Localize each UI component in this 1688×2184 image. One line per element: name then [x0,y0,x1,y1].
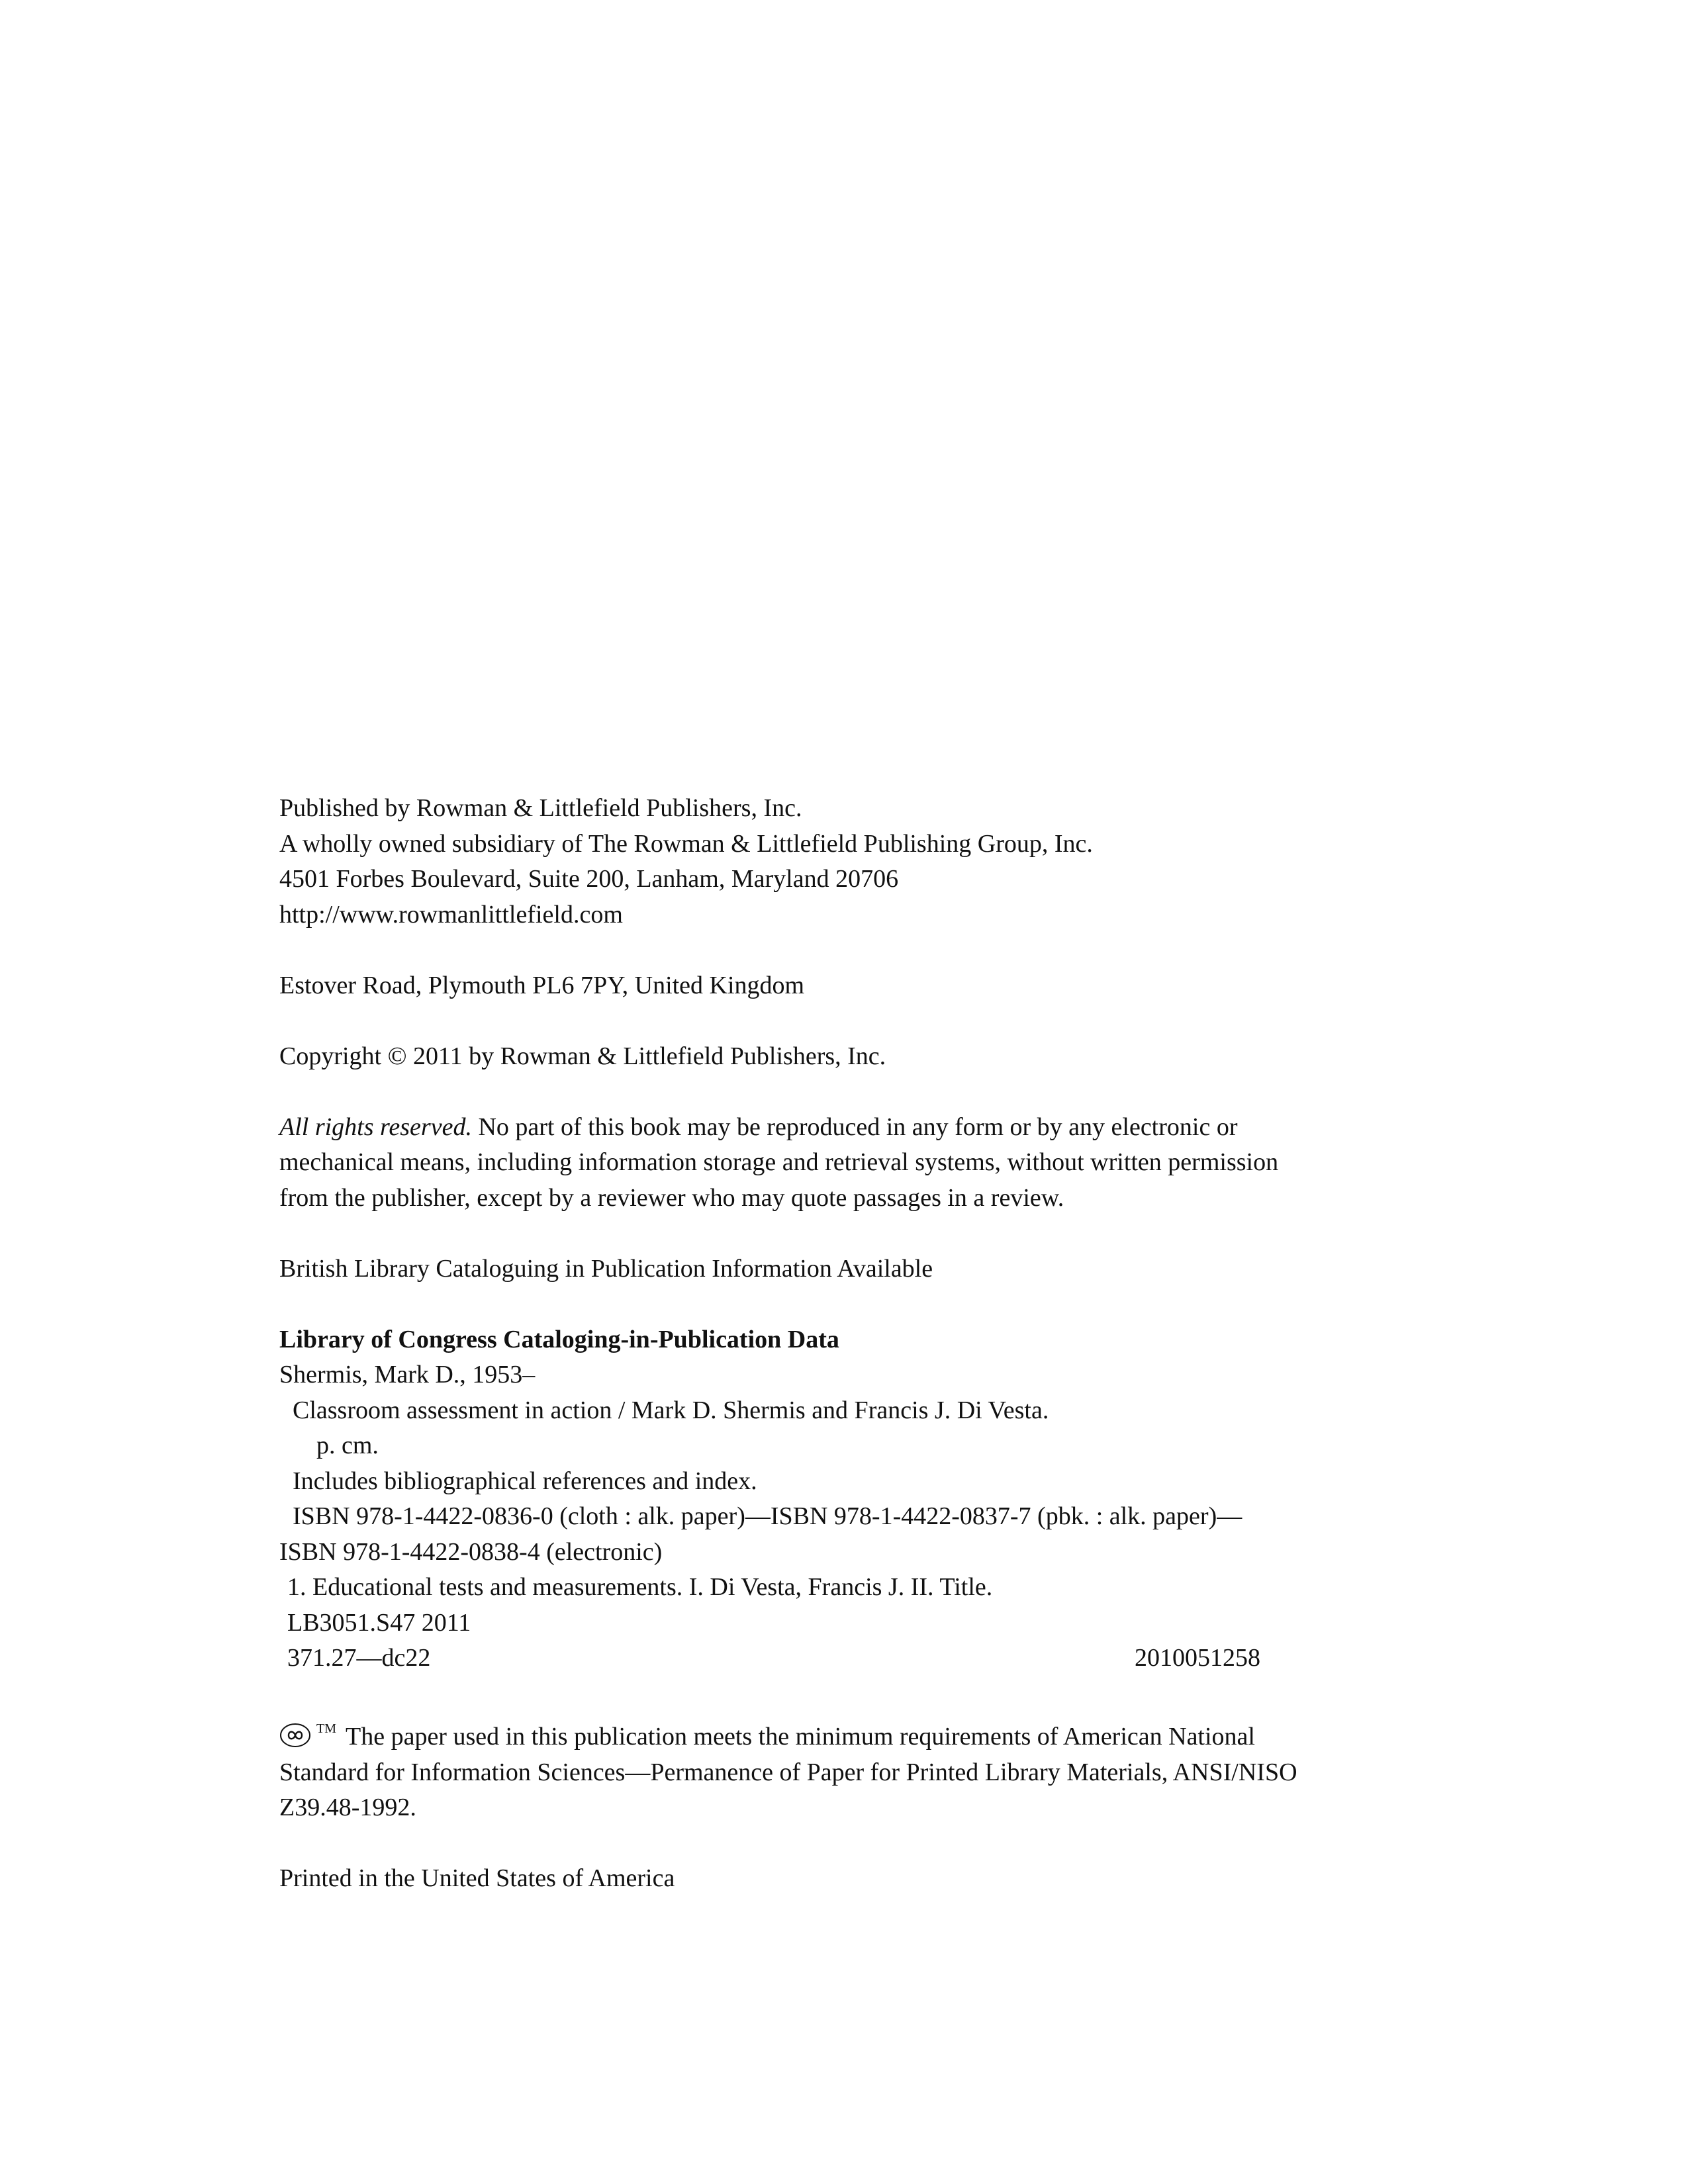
rights-line-3: from the publisher, except by a reviewer who may quote passages in a review. [279,1183,1064,1212]
spacer [279,1826,1365,1862]
publisher-address: 4501 Forbes Boulevard, Suite 200, Lanham, Maryland 20706 [279,865,899,893]
cip-dewey: 371.27—dc22 [287,1644,431,1672]
spacer [279,1676,1365,1712]
british-library-line: British Library Cataloguing in Publication Information Available [279,1254,933,1283]
copyright-text-block [279,791,1365,1897]
rights-reserved-lead: All rights reserved. [279,1113,472,1141]
published-by: Published by Rowman & Littlefield Publishers, Inc. [279,794,802,822]
spacer [279,1216,1365,1251]
spacer [279,1074,1365,1110]
trademark-mark: TM [316,1721,336,1736]
cip-heading: Library of Congress Cataloging-in-Publication Data [279,1325,839,1353]
cip-author: Shermis, Mark D., 1953– [279,1361,536,1388]
cip-title: Classroom assessment in action / Mark D. Shermis and Francis J. Di Vesta. [293,1396,1049,1424]
uk-address: Estover Road, Plymouth PL6 7PY, United Kingdom [279,971,805,999]
paper-notice-line-3: Z39.48-1992. [279,1794,416,1821]
spacer [279,1003,1365,1039]
printed-in-line: Printed in the United States of America [279,1864,675,1892]
rights-line-2: mechanical means, including information storage and retrieval systems, without written permission [279,1148,1279,1176]
cip-isbn-1: ISBN 978-1-4422-0836-0 (cloth : alk. paper)—ISBN 978-1-4422-0837-7 (pbk. : alk. paper)— [293,1502,1243,1530]
cip-subjects: 1. Educational tests and measurements. I. Di Vesta, Francis J. II. Title. [287,1573,993,1601]
cip-includes: Includes bibliographical references and index. [293,1467,757,1495]
paper-notice-line-2: Standard for Information Sciences—Permanence of Paper for Printed Library Materials, ANSI/NISO [279,1758,1297,1786]
subsidiary-line: A wholly owned subsidiary of The Rowman & Littlefield Publishing Group, Inc. [279,829,1093,858]
cip-pages: p. cm. [316,1432,379,1459]
infinity-in-circle-icon [279,1719,314,1746]
paper-notice-text-1: The paper used in this publication meets the minimum requirements of American National [346,1723,1255,1751]
copyright-line: Copyright © 2011 by Rowman & Littlefield Publishers, Inc. [279,1042,886,1070]
cip-isbn-2: ISBN 978-1-4422-0838-4 (electronic) [279,1537,663,1566]
cip-lccn: 2010051258 [1135,1644,1260,1672]
spacer [279,1287,1365,1322]
publisher-website: http://www.rowmanlittlefield.com [279,900,623,929]
spacer [279,933,1365,968]
rights-line-1 [279,1110,1365,1146]
cip-lc-class: LB3051.S47 2011 [287,1608,471,1637]
paper-notice-line-1 [279,1711,1365,1755]
cip-classification-row [279,1641,1260,1676]
rights-text-1: No part of this book may be reproduced in any form or by any electronic or [471,1113,1238,1141]
